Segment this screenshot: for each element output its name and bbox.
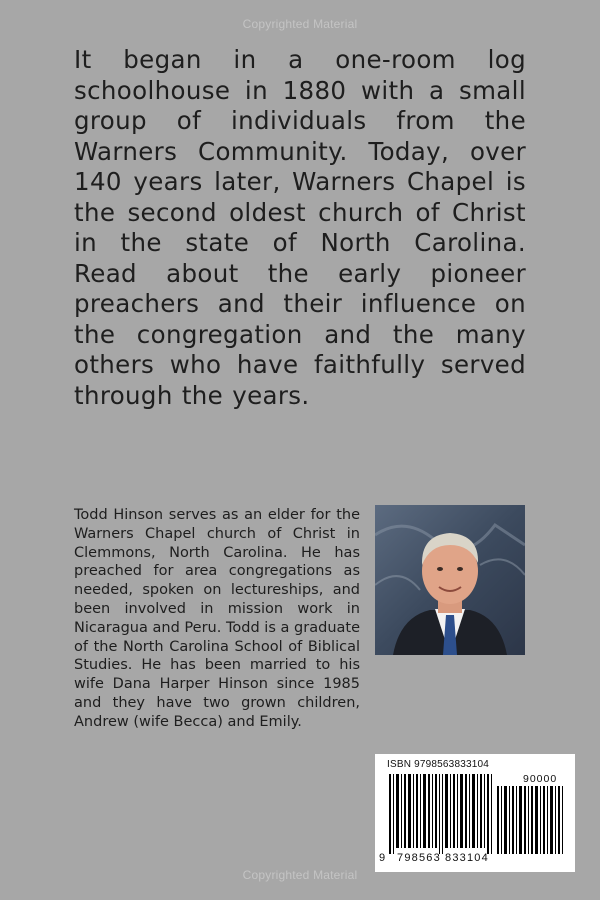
isbn-barcode <box>375 754 575 872</box>
barcode-digits-left: 798563 <box>397 852 441 864</box>
copyright-watermark-top: Copyrighted Material <box>242 17 358 31</box>
copyright-watermark-bottom: Copyrighted Material <box>242 868 358 882</box>
author-bio: Todd Hinson serves as an elder for the Warners Chapel church of Christ in Clemmons, North Carolina. He has preached for area congregations as needed, spoken on lectureships, and been involved in mission work in Nicaragua and Peru. Todd is a graduate of the North Carolina School of Biblical Studies. He has been married to his wife Dana Harper Hinson since 1985 and they have two grown children, Andrew (wife Becca) and Emily. <box>74 507 360 730</box>
barcode-digit-first: 9 <box>379 852 387 864</box>
price-code: 90000 <box>523 773 558 785</box>
back-cover-blurb: It began in a one-room log schoolhouse in 1880 with a small group of individuals from the Warners Community. Today, over 140 years later, Warners Chapel is the second oldest church of Christ in the state of North Carolina. Read about the early pioneer preachers and their influence on the congregation and the many others who have faithfully served through the years. <box>74 45 526 410</box>
isbn-label: ISBN 9798563833104 <box>387 759 490 770</box>
barcode-digits-right: 833104 <box>445 852 489 864</box>
author-photo <box>375 505 525 655</box>
